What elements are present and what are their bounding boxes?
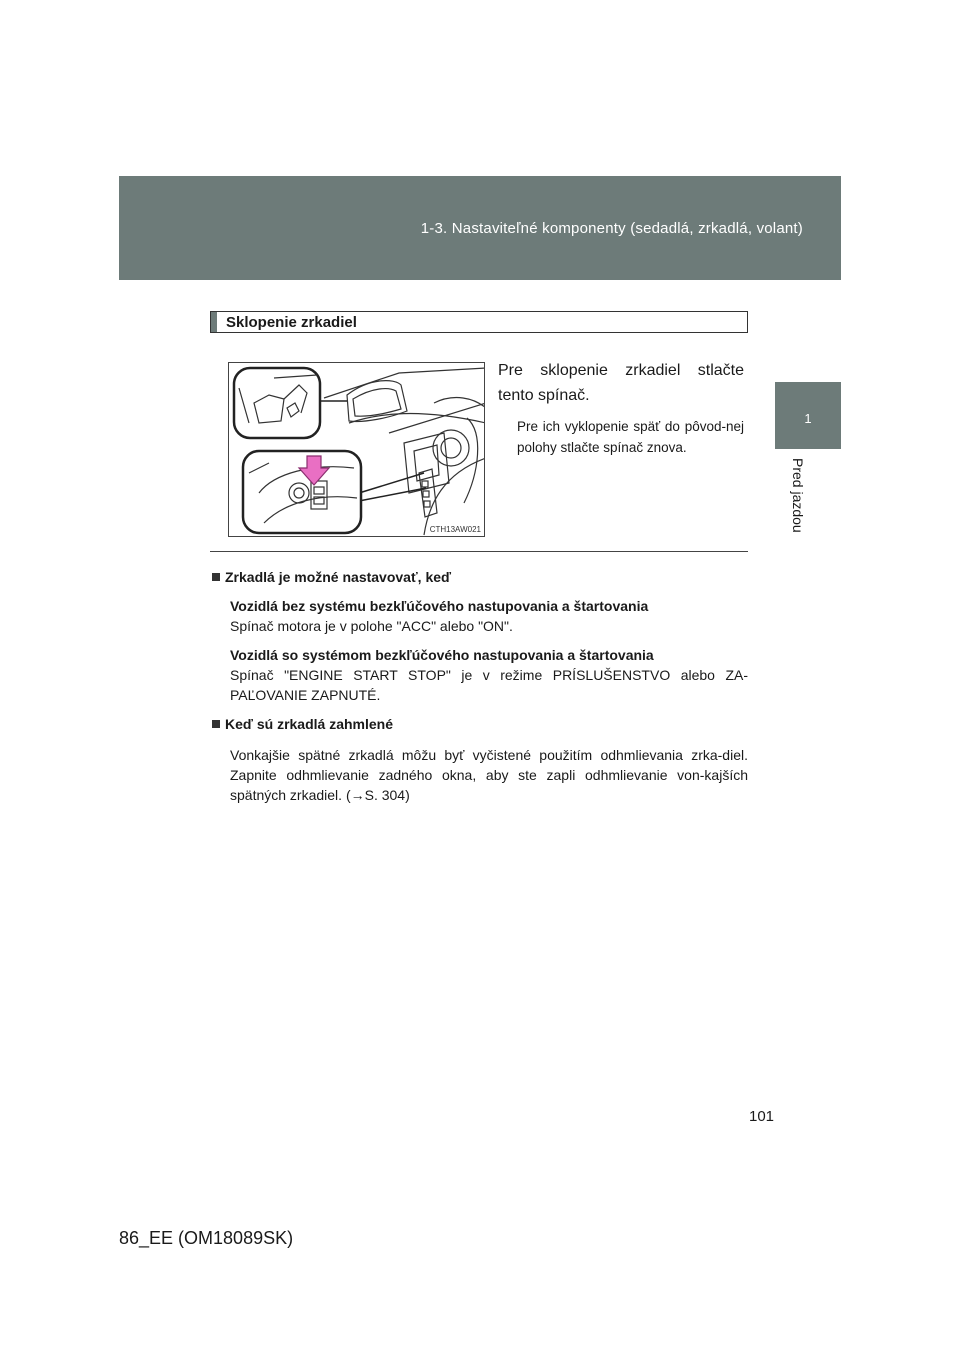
note-heading [212, 714, 748, 734]
section-heading-bar [211, 312, 217, 332]
mirror-fold-illustration [228, 362, 485, 537]
chapter-title: 1-3. Nastaviteľné komponenty (sedadlá, zrkadlá, volant) [420, 220, 803, 237]
note-heading-text: Zrkadlá je možné nastavovať, keď [225, 569, 452, 585]
notes [212, 567, 748, 805]
note-heading-text: Keď sú zrkadlá zahmlené [225, 716, 394, 732]
instruction-main: Pre sklopenie zrkadiel stlačte tento spínač. [498, 362, 744, 404]
note-body [212, 745, 748, 805]
footer-code: 86_EE (OM18089SK) [119, 1228, 294, 1248]
note-text: Spínač motora je v polohe "ACC" alebo "ON". [230, 618, 513, 634]
section-heading-text: Sklopenie zrkadiel [226, 314, 357, 331]
section-heading [210, 311, 748, 333]
note-text: Vonkajšie spätné zrkadlá môžu byť vyčistené použitím odhmlievania zrka-diel. Zapnite odhmlievanie zadného okna, aby ste zapli odhmlievanie von-kajších spätných zrkadiel. (→S. 304) [230, 747, 748, 803]
note-subheading: Vozidlá bez systému bezkľúčového nastupovania a štartovania [230, 598, 649, 614]
section-divider [210, 551, 748, 552]
note-body [212, 596, 748, 705]
bullet-square-icon [212, 573, 220, 581]
instruction-sub: Pre ich vyklopenie späť do pôvod-nej polohy stlačte spínač znova. [517, 419, 744, 455]
figure-code: CTH13AW021 [429, 525, 481, 534]
chapter-tab [775, 382, 841, 449]
bullet-square-icon [212, 720, 220, 728]
header-band [119, 176, 841, 280]
note-heading [212, 567, 748, 587]
note-text: Spínač "ENGINE START STOP" je v režime PRÍSLUŠENSTVO alebo ZA-PAĽOVANIE ZAPNUTÉ. [230, 667, 748, 703]
illustration-drawing [229, 363, 485, 537]
chapter-side-label: Pred jazdou [790, 458, 806, 533]
note-subheading: Vozidlá so systémom bezkľúčového nastupovania a štartovania [230, 647, 654, 663]
page-number: 101 [749, 1108, 775, 1125]
chapter-number: 1 [804, 411, 812, 426]
